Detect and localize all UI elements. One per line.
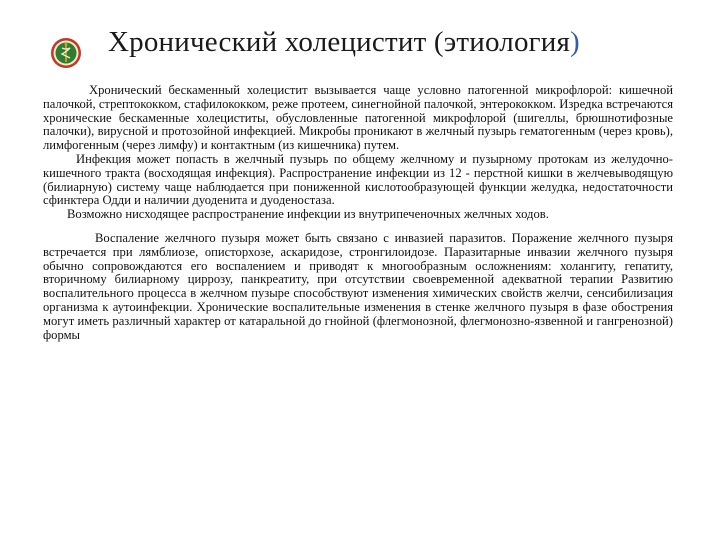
- emblem-icon: [50, 37, 82, 69]
- slide-body: [43, 84, 673, 342]
- paragraph: Возможно нисходящее распространение инфекции из внутрипеченочных желчных ходов.: [67, 207, 549, 222]
- paragraph: Хронический бескаменный холецистит вызывается чаще условно патогенной микрофлорой: кишечной палочкой, стрептококком, стафилококком, реже протеем, синегнойной палочкой, энтерококком. Изредка встречаются хронические бескаменные холециститы, обусловленные патогенной микрофлорой (шигеллы, брюшнотифозные палочки), вирусной и протозойной инфекцией. Микробы проникают в желчный пузырь гематогенным (через кровь), лимфогенным (через лимфу) и контактным (из кишечника) путем.: [43, 83, 673, 153]
- paragraph: Инфекция может попасть в желчный пузырь по общему желчному и пузырному протокам из желудочно-кишечного тракта (восходящая инфекция). Распространение инфекции из 12 - перстной кишки в желчевыводящую (билиарную) систему чаще наблюдается при пониженной кислотообразующей функции желудка, недостаточности сфинктера Одди и наличии дуоденита и дуоденостаза.: [43, 151, 673, 208]
- slide-title: [108, 26, 580, 59]
- title-text: Хронический холецистит (этиология: [108, 26, 571, 58]
- paragraph: Воспаление желчного пузыря может быть связано с инвазией паразитов. Поражение желчного пузыря встречается при лямблиозе, описторхозе, аскаридозе, стронгилоидозе. Паразитарные инвазии желчного пузыря обычно сопровождаются его воспалением и приводят к многообразным осложнениям: холангиту, гепатиту, вторичному билиарному циррозу, панкреатиту, при отсутствии своевременной адекватной терапии Развитию воспалительного процесса в желчном пузыре способствуют изменения химических свойств желчи, сенсибилизация организма к аутоинфекции. Хронические воспалительные изменения в стенке желчного пузыря в фазе обострения могут иметь различный характер от катаральной до гнойной (флегмонозной, флегмонозно-язвенной и гангренозной) формы: [43, 230, 673, 342]
- title-close-paren: ): [570, 26, 580, 58]
